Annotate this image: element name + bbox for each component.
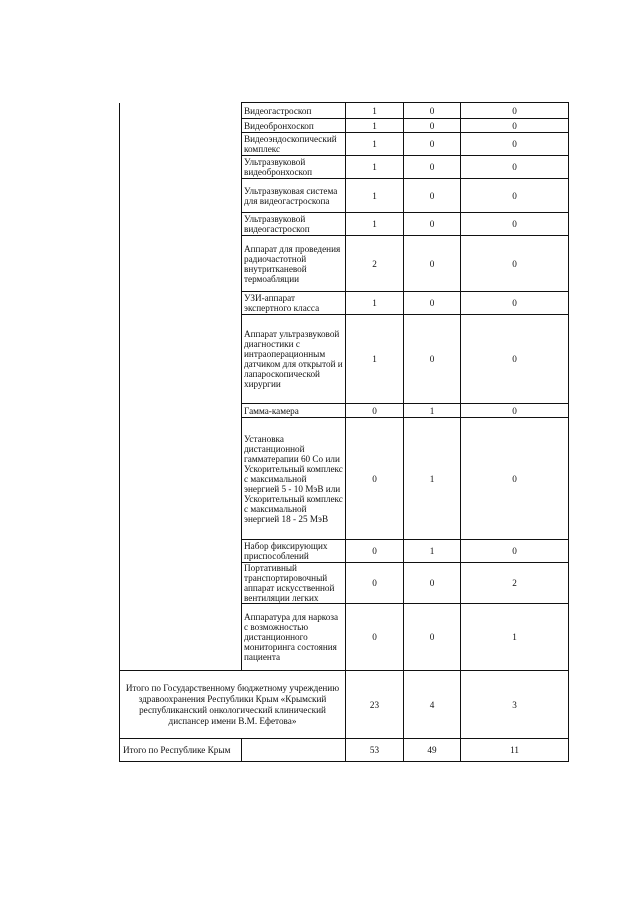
equipment-name: Видеобронхоскоп (242, 119, 346, 133)
value-col-3: 0 (461, 418, 569, 540)
value-col-3: 0 (461, 133, 569, 156)
value-col-2: 0 (404, 315, 461, 404)
value-col-1: 2 (346, 236, 404, 292)
value-col-2: 0 (404, 179, 461, 213)
equipment-table (119, 102, 569, 762)
value-col-1: 0 (346, 563, 404, 604)
subtotal-label: Итого по Государственному бюджетному учреждению здравоохранения Республики Крым «Крымский республиканский онкологический клинический диспансер имени В.М. Ефетова» (120, 671, 346, 739)
value-col-1: 1 (346, 315, 404, 404)
value-col-1: 0 (346, 540, 404, 563)
value-col-2: 1 (404, 418, 461, 540)
total-col-3: 11 (461, 739, 569, 762)
total-row (120, 739, 569, 762)
subtotal-col-1: 23 (346, 671, 404, 739)
value-col-1: 1 (346, 156, 404, 179)
value-col-2: 0 (404, 604, 461, 671)
value-col-3: 0 (461, 156, 569, 179)
subtotal-row (120, 671, 569, 739)
equipment-name: Гамма-камера (242, 404, 346, 418)
value-col-1: 1 (346, 119, 404, 133)
equipment-name: Видеоэндоскопический комплекс (242, 133, 346, 156)
value-col-1: 0 (346, 404, 404, 418)
value-col-1: 0 (346, 604, 404, 671)
value-col-2: 1 (404, 404, 461, 418)
value-col-3: 2 (461, 563, 569, 604)
value-col-1: 1 (346, 133, 404, 156)
blank-region-cell (120, 103, 242, 671)
value-col-2: 0 (404, 156, 461, 179)
value-col-2: 0 (404, 292, 461, 315)
equipment-name: Видеогастроскоп (242, 103, 346, 119)
subtotal-col-3: 3 (461, 671, 569, 739)
value-col-2: 0 (404, 563, 461, 604)
value-col-3: 0 (461, 103, 569, 119)
total-col-1: 53 (346, 739, 404, 762)
equipment-name: Набор фиксирующих приспособлений (242, 540, 346, 563)
value-col-1: 1 (346, 292, 404, 315)
equipment-name: Аппаратура для наркоза с возможностью дистанционного мониторинга состояния пациента (242, 604, 346, 671)
equipment-name: Портативный транспортировочный аппарат искусственной вентиляции легких (242, 563, 346, 604)
value-col-2: 1 (404, 540, 461, 563)
total-col-2: 49 (404, 739, 461, 762)
equipment-rows (120, 103, 569, 671)
equipment-name: Ультразвуковой видеогастроскоп (242, 213, 346, 236)
value-col-3: 1 (461, 604, 569, 671)
value-col-3: 0 (461, 540, 569, 563)
value-col-3: 0 (461, 213, 569, 236)
value-col-2: 0 (404, 119, 461, 133)
equipment-name: Ультразвуковая система для видеогастроскопа (242, 179, 346, 213)
table-row (120, 103, 569, 119)
subtotal-col-2: 4 (404, 671, 461, 739)
value-col-3: 0 (461, 179, 569, 213)
value-col-3: 0 (461, 236, 569, 292)
equipment-name: Установка дистанционной гамматерапии 60 Со или Ускорительный комплекс с максимальной энергией 5 - 10 МэВ или Ускорительный комплекс с максимальной энергией 18 - 25 МэВ (242, 418, 346, 540)
total-empty-cell (242, 739, 346, 762)
equipment-name: Ультразвуковой видеобронхоскоп (242, 156, 346, 179)
equipment-name: УЗИ-аппарат экспертного класса (242, 292, 346, 315)
value-col-1: 1 (346, 103, 404, 119)
value-col-1: 1 (346, 179, 404, 213)
total-label: Итого по Республике Крым (120, 739, 242, 762)
summary-rows (120, 671, 569, 762)
value-col-2: 0 (404, 213, 461, 236)
value-col-2: 0 (404, 236, 461, 292)
equipment-name: Аппарат ультразвуковой диагностики с интраоперационным датчиком для открытой и лапароскопической хирургии (242, 315, 346, 404)
value-col-2: 0 (404, 133, 461, 156)
value-col-1: 1 (346, 213, 404, 236)
value-col-3: 0 (461, 292, 569, 315)
value-col-1: 0 (346, 418, 404, 540)
equipment-name: Аппарат для проведения радиочастотной внутритканевой термоабляции (242, 236, 346, 292)
value-col-3: 0 (461, 404, 569, 418)
value-col-3: 0 (461, 315, 569, 404)
value-col-2: 0 (404, 103, 461, 119)
value-col-3: 0 (461, 119, 569, 133)
